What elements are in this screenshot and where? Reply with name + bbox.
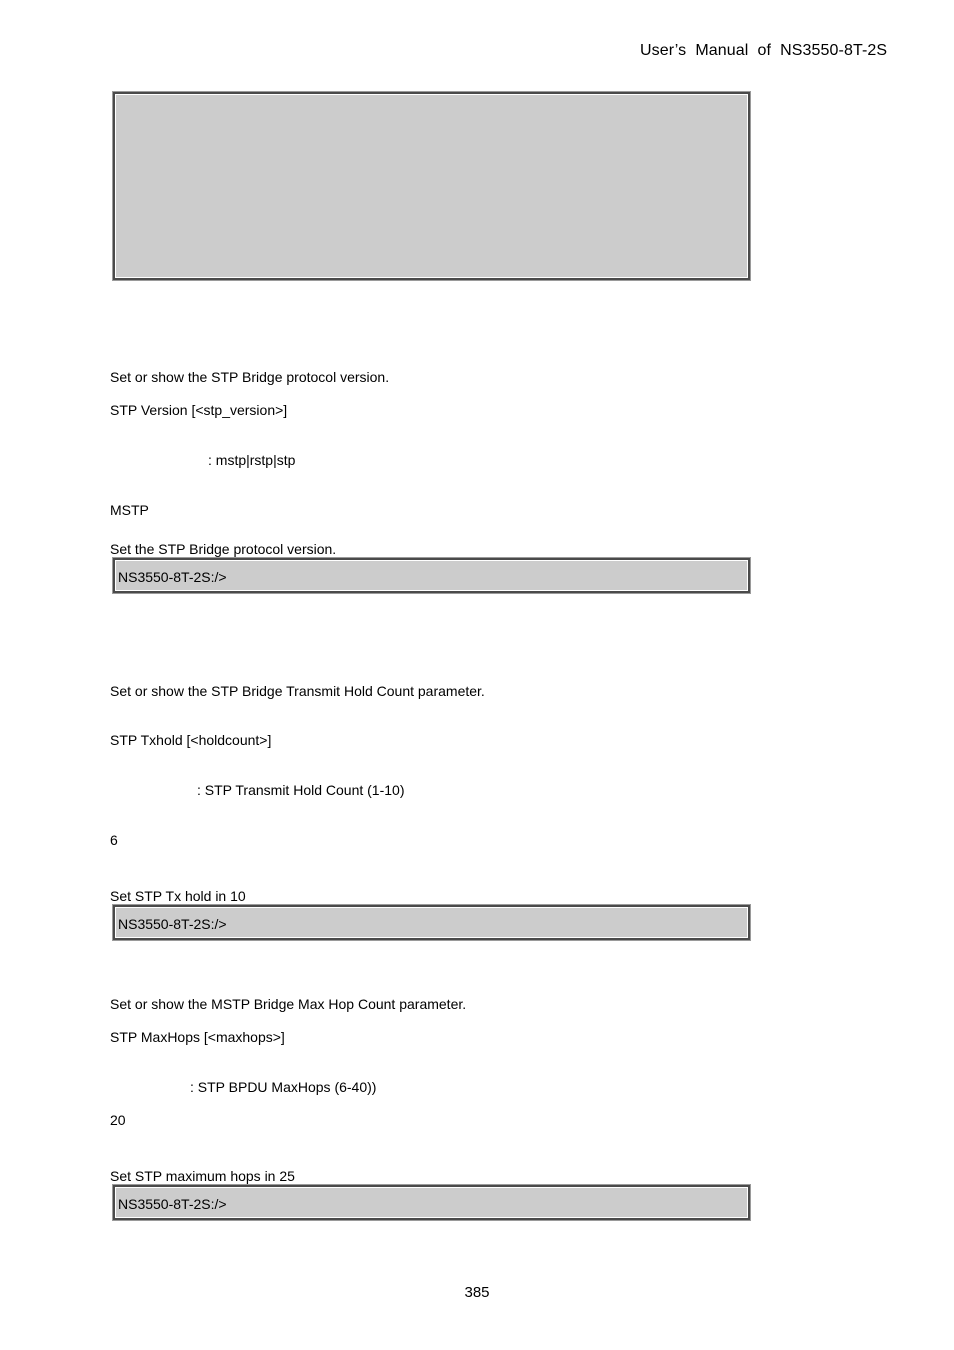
stp-maxhops-parameter: : STP BPDU MaxHops (6-40))	[190, 1079, 377, 1095]
stp-version-syntax: STP Version [<stp_version>]	[110, 402, 288, 418]
stp-maxhops-description: Set or show the MSTP Bridge Max Hop Count parameter.	[110, 996, 467, 1012]
manual-header: User’s Manual of NS3550-8T-2S	[640, 42, 888, 59]
stp-txhold-default: 6	[110, 832, 118, 848]
stp-maxhops-syntax: STP MaxHops [<maxhops>]	[110, 1029, 285, 1045]
stp-txhold-syntax: STP Txhold [<holdcount>]	[110, 732, 272, 748]
stp-txhold-parameter: : STP Transmit Hold Count (1-10)	[197, 782, 405, 798]
stp-txhold-example-caption: Set STP Tx hold in 10	[110, 888, 246, 904]
stp-maxhops-example-box	[113, 1185, 750, 1220]
page-number: 385	[464, 1284, 490, 1301]
stp-txhold-example-box	[113, 905, 750, 940]
command-prompt: NS3550-8T-2S:/>	[118, 1196, 227, 1212]
stp-maxhops-example-caption: Set STP maximum hops in 25	[110, 1168, 295, 1184]
stp-version-example-caption: Set the STP Bridge protocol version.	[110, 541, 337, 557]
stp-version-example-box	[113, 558, 750, 593]
stp-version-default: MSTP	[110, 502, 149, 518]
stp-maxhops-default: 20	[110, 1112, 126, 1128]
command-prompt: NS3550-8T-2S:/>	[118, 569, 227, 585]
command-output-box-top	[113, 92, 750, 280]
command-prompt: NS3550-8T-2S:/>	[118, 916, 227, 932]
stp-txhold-description: Set or show the STP Bridge Transmit Hold Count parameter.	[110, 683, 485, 699]
stp-version-parameter: : mstp|rstp|stp	[208, 452, 296, 468]
stp-version-description: Set or show the STP Bridge protocol version.	[110, 369, 390, 385]
